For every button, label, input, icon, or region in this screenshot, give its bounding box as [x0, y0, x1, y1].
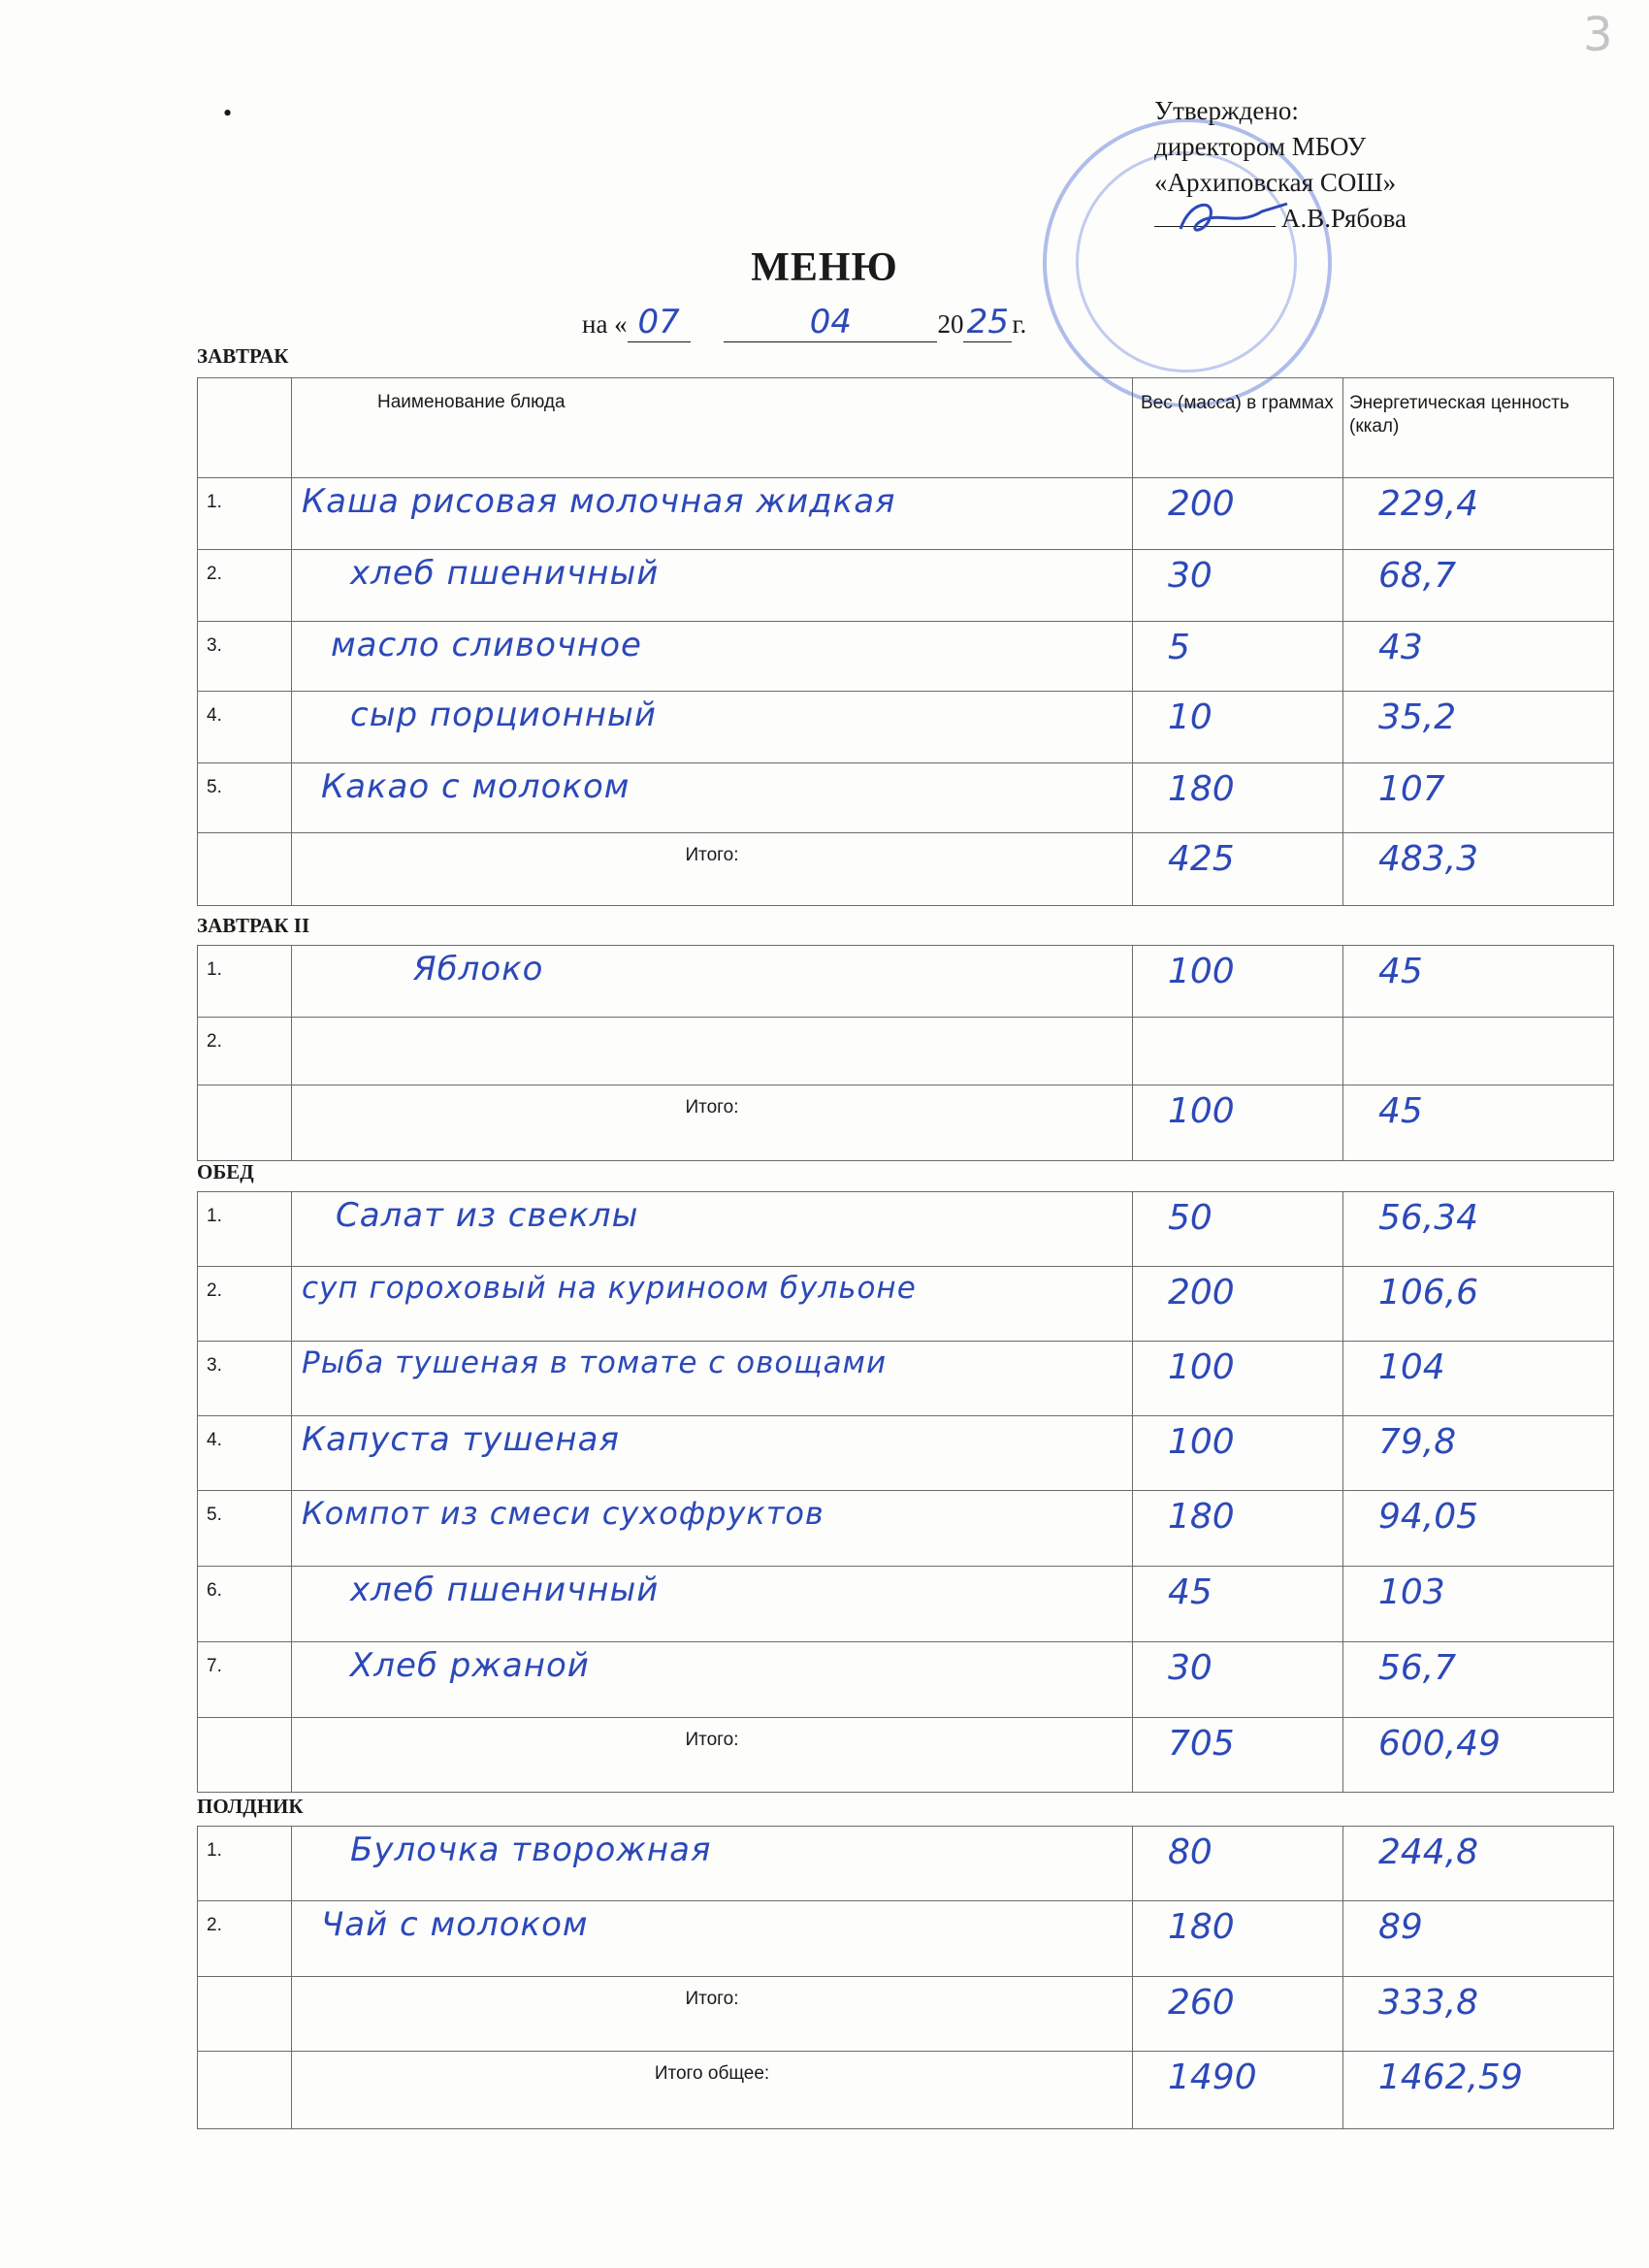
table-row: 6. хлеб пшеничный 45 103: [198, 1567, 1614, 1642]
section-label-snack: ПОЛДНИК: [197, 1795, 304, 1818]
total-energy: 333,8: [1378, 1983, 1479, 2023]
table-row: 7. Хлеб ржаной 30 56,7: [198, 1642, 1614, 1718]
snack-table: [197, 1826, 1614, 2129]
total-energy: 483,3: [1378, 839, 1479, 879]
total-energy: 45: [1378, 1091, 1423, 1131]
date-year-prefix: 20: [937, 309, 964, 339]
dish-energy: 107: [1378, 769, 1445, 809]
dish-name: Чай с молоком: [321, 1905, 589, 1944]
dish-energy: 89: [1378, 1907, 1423, 1947]
section-label-breakfast: ЗАВТРАК: [197, 344, 289, 368]
table-row: 1. Каша рисовая молочная жидкая 200 229,4: [198, 478, 1614, 550]
total-row: [198, 1718, 1614, 1793]
table-row: 2. Чай с молоком 180 89: [198, 1901, 1614, 1977]
dish-name: Капуста тушеная: [302, 1420, 620, 1459]
dish-energy: 56,7: [1378, 1648, 1457, 1688]
dish-weight: 180: [1168, 1497, 1235, 1537]
dish-weight: 200: [1168, 484, 1235, 524]
total-label: Итого:: [685, 1097, 739, 1118]
table-header-row: [198, 378, 1614, 478]
dish-name: Какао с молоком: [321, 767, 630, 806]
table-row: 1. Яблоко 100 45: [198, 946, 1614, 1018]
dish-weight: 180: [1168, 769, 1235, 809]
dish-weight: 10: [1168, 697, 1212, 737]
approval-line2: директором МБОУ: [1154, 132, 1367, 161]
header-name: Наименование блюда: [377, 392, 566, 412]
dish-weight: 30: [1168, 1648, 1212, 1688]
dish-name: Компот из смеси сухофруктов: [302, 1495, 824, 1532]
bullet-mark: •: [223, 99, 233, 127]
header-weight: Вес (масса) в граммах: [1141, 393, 1334, 413]
table-row: 5. Какао с молоком 180 107: [198, 763, 1614, 833]
section-label-lunch: ОБЕД: [197, 1160, 254, 1183]
table-row: 2.: [198, 1018, 1614, 1085]
dish-energy: 79,8: [1378, 1422, 1457, 1462]
table-row: 4. сыр порционный 10 35,2: [198, 692, 1614, 763]
dish-name: суп гороховый на куриноом бульоне: [302, 1271, 917, 1306]
dish-energy: 35,2: [1378, 697, 1457, 737]
date-day: 07: [637, 303, 680, 341]
dish-name: сыр порционный: [350, 696, 657, 734]
table-row: 5. Компот из смеси сухофруктов 180 94,05: [198, 1491, 1614, 1567]
dish-weight: 5: [1168, 628, 1190, 667]
approval-line3: «Архиповская СОШ»: [1154, 168, 1397, 197]
total-label: Итого:: [685, 845, 739, 865]
dish-energy: 244,8: [1378, 1832, 1479, 1872]
total-energy: 600,49: [1378, 1724, 1501, 1764]
grand-total-label: Итого общее:: [654, 2063, 770, 2084]
director-signature: [1169, 194, 1295, 243]
grand-total-weight: 1490: [1168, 2057, 1257, 2097]
header-energy: Энергетическая ценность (ккал): [1349, 393, 1569, 437]
section-label-breakfast2: ЗАВТРАК II: [197, 914, 310, 937]
dish-energy: 94,05: [1378, 1497, 1479, 1537]
dish-energy: 229,4: [1378, 484, 1479, 524]
dish-weight: 30: [1168, 556, 1212, 596]
dish-energy: 104: [1378, 1347, 1445, 1387]
dish-energy: 43: [1378, 628, 1423, 667]
table-row: 2. суп гороховый на куриноом бульоне 200 106,6: [198, 1267, 1614, 1342]
date-year-suffix: 25: [966, 303, 1010, 341]
dish-name: Салат из свеклы: [336, 1196, 639, 1235]
menu-date: [582, 303, 1026, 342]
grand-total-row: [198, 2052, 1614, 2129]
dish-name: Хлеб ржаной: [350, 1646, 590, 1685]
dish-energy: 103: [1378, 1572, 1445, 1612]
dish-weight: 100: [1168, 1347, 1235, 1387]
table-row: 3. Рыба тушеная в томате с овощами 100 104: [198, 1342, 1614, 1416]
total-weight: 100: [1168, 1091, 1235, 1131]
dish-name: хлеб пшеничный: [350, 1571, 660, 1609]
approval-signer: А.В.Рябова: [1281, 204, 1407, 233]
dish-weight: 200: [1168, 1273, 1235, 1312]
dish-energy: 56,34: [1378, 1198, 1479, 1238]
table-row: 1. Салат из свеклы 50 56,34: [198, 1192, 1614, 1267]
total-weight: 425: [1168, 839, 1235, 879]
dish-weight: 80: [1168, 1832, 1212, 1872]
date-suffix: г.: [1012, 309, 1027, 339]
dish-name: хлеб пшеничный: [350, 554, 660, 593]
page-title: МЕНЮ: [751, 245, 898, 290]
dish-energy: 45: [1378, 952, 1423, 991]
table-row: 3. масло сливочное 5 43: [198, 622, 1614, 692]
date-prefix: на «: [582, 309, 628, 339]
dish-weight: 100: [1168, 952, 1235, 991]
grand-total-energy: 1462,59: [1378, 2057, 1523, 2097]
total-row: [198, 1085, 1614, 1161]
table-row: 1. Булочка творожная 80 244,8: [198, 1827, 1614, 1901]
dish-energy: 106,6: [1378, 1273, 1479, 1312]
dish-weight: 50: [1168, 1198, 1212, 1238]
breakfast-table: [197, 377, 1614, 906]
dish-name: Булочка творожная: [350, 1831, 712, 1869]
total-row: [198, 1977, 1614, 2052]
total-weight: 705: [1168, 1724, 1235, 1764]
dish-name: масло сливочное: [331, 626, 642, 664]
page-number: 3: [1583, 8, 1613, 62]
dish-name: Рыба тушеная в томате с овощами: [302, 1345, 888, 1380]
breakfast2-table: [197, 945, 1614, 1161]
dish-name: Яблоко: [413, 950, 544, 988]
total-label: Итого:: [685, 1989, 739, 2009]
total-row: [198, 833, 1614, 906]
table-row: 4. Капуста тушеная 100 79,8: [198, 1416, 1614, 1491]
table-row: 2. хлеб пшеничный 30 68,7: [198, 550, 1614, 622]
dish-weight: 45: [1168, 1572, 1212, 1612]
date-month: 04: [809, 303, 853, 341]
approval-line1: Утверждено:: [1154, 96, 1299, 125]
total-weight: 260: [1168, 1983, 1235, 2023]
dish-name: Каша рисовая молочная жидкая: [302, 482, 896, 521]
dish-weight: 100: [1168, 1422, 1235, 1462]
lunch-table: [197, 1191, 1614, 1793]
dish-energy: 68,7: [1378, 556, 1457, 596]
total-label: Итого:: [685, 1730, 739, 1750]
dish-weight: 180: [1168, 1907, 1235, 1947]
